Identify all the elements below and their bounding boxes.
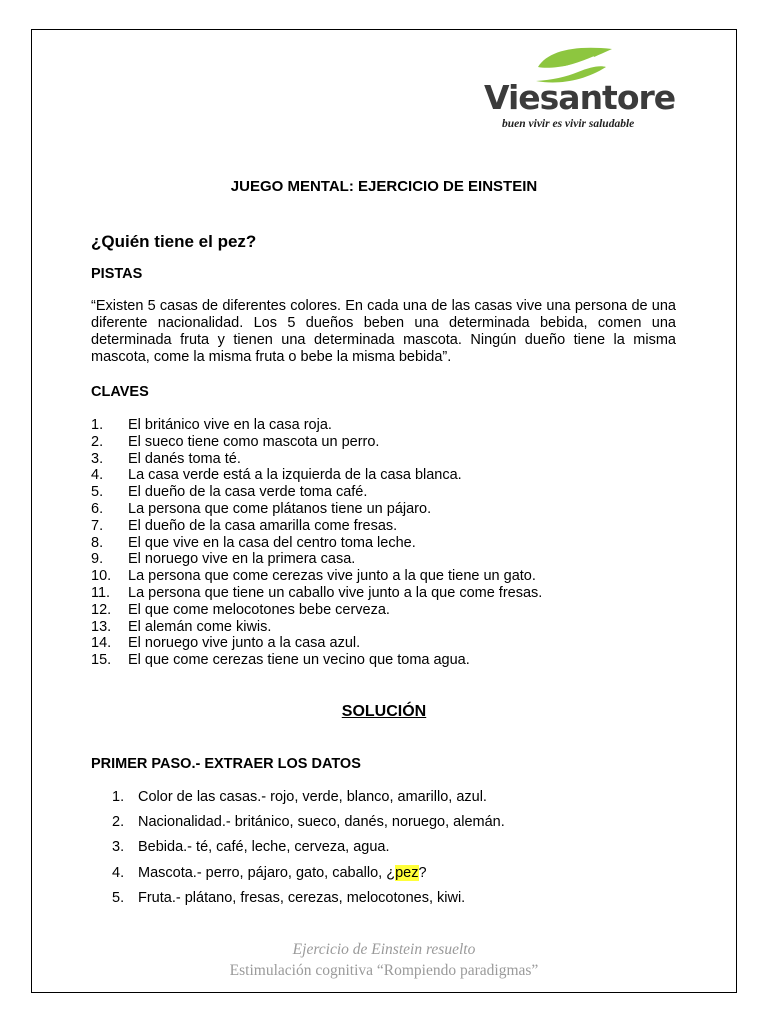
solution-heading: SOLUCIÓN — [341, 703, 427, 720]
clue-number: 4. — [91, 467, 104, 484]
clue-number: 5. — [91, 484, 104, 501]
footer-line-1: Ejercicio de Einstein resuelto — [292, 941, 476, 958]
intro-paragraph: “Existen 5 casas de diferentes colores. En cada una de las casas vive una persona de una diferente nacionalidad. Los 5 dueños beben una determinada bebida, comen una determinada fruta y tienen una determinada mascota. Ningún dueño tiene la misma mascota, come la misma fruta o bebe la misma bebida”. — [91, 298, 676, 365]
clue-item — [91, 635, 542, 652]
clue-number: 14. — [91, 635, 112, 652]
data-item — [112, 890, 505, 915]
question-heading: ¿Quién tiene el pez? — [91, 232, 257, 251]
clue-number: 15. — [91, 652, 112, 669]
footer-line-2: Estimulación cognitiva “Rompiendo paradigmas” — [229, 962, 539, 979]
clue-item — [91, 619, 542, 636]
data-item — [112, 789, 505, 814]
viesantore-logo — [484, 45, 674, 135]
clue-number: 12. — [91, 601, 112, 618]
clue-item — [91, 434, 542, 451]
data-item — [112, 814, 505, 839]
clue-item — [91, 568, 542, 585]
clue-number: 3. — [91, 450, 104, 467]
clue-item — [91, 652, 542, 669]
clue-item — [91, 585, 542, 602]
data-list — [112, 789, 505, 915]
clue-number: 7. — [91, 517, 104, 534]
data-text: Nacionalidad.- británico, sueco, danés, noruego, alemán. — [138, 814, 505, 831]
clue-text: La persona que tiene un caballo vive junto a la que come fresas. — [128, 584, 543, 601]
clue-text: El británico vive en la casa roja. — [128, 417, 332, 433]
logo-name: Viesantore — [484, 78, 676, 117]
clue-item — [91, 535, 542, 552]
data-text-end: ? — [418, 864, 427, 881]
clue-number: 2. — [91, 433, 104, 450]
clue-item — [91, 451, 542, 468]
clue-text: El noruego vive junto a la casa azul. — [128, 635, 361, 652]
document-title: JUEGO MENTAL: EJERCICIO DE EINSTEIN — [230, 178, 538, 195]
clue-text: El que come melocotones bebe cerveza. — [128, 601, 390, 618]
clue-number: 11. — [91, 584, 111, 601]
clue-number: 1. — [91, 417, 104, 433]
clue-text: El danés toma té. — [128, 450, 241, 467]
clue-number: 8. — [91, 534, 104, 551]
data-text: Color de las casas.- rojo, verde, blanco, amarillo, azul. — [138, 789, 487, 805]
data-number: 4. — [112, 864, 125, 881]
step1-heading: PRIMER PASO.- EXTRAER LOS DATOS — [91, 756, 361, 772]
data-number: 5. — [112, 889, 125, 906]
clue-item — [91, 602, 542, 619]
data-text: Bebida.- té, café, leche, cerveza, agua. — [138, 839, 390, 856]
clue-text: El que vive en la casa del centro toma leche. — [128, 534, 416, 551]
clue-text: El dueño de la casa amarilla come fresas. — [128, 517, 398, 534]
logo-tagline: buen vivir es vivir saludable — [502, 118, 635, 130]
clue-number: 9. — [91, 551, 104, 568]
data-number: 2. — [112, 814, 125, 831]
data-text: Fruta.- plátano, fresas, cerezas, melocotones, kiwi. — [138, 889, 466, 906]
clue-text: El dueño de la casa verde toma café. — [128, 484, 368, 501]
clues-list — [91, 417, 542, 669]
clue-text: El noruego vive en la primera casa. — [128, 551, 356, 568]
data-number: 1. — [112, 789, 125, 805]
clue-item — [91, 417, 542, 434]
highlighted-word: pez — [395, 864, 419, 881]
clue-item — [91, 484, 542, 501]
data-text: Mascota.- perro, pájaro, gato, caballo, ¿ — [138, 864, 396, 881]
clue-number: 13. — [91, 618, 112, 635]
clue-number: 6. — [91, 500, 104, 517]
data-number: 3. — [112, 839, 125, 856]
clue-text: La persona que come cerezas vive junto a la que tiene un gato. — [128, 568, 536, 585]
clue-text: La persona que come plátanos tiene un pájaro. — [128, 500, 432, 517]
clue-item — [91, 501, 542, 518]
data-item — [112, 839, 505, 864]
clue-text: El sueco tiene como mascota un perro. — [128, 433, 380, 450]
clue-item — [91, 467, 542, 484]
clue-text: La casa verde está a la izquierda de la casa blanca. — [128, 467, 462, 484]
clue-item — [91, 518, 542, 535]
data-item — [112, 865, 505, 890]
clue-text: El que come cerezas tiene un vecino que toma agua. — [128, 652, 470, 669]
clue-number: 10. — [91, 568, 112, 585]
clue-text: El alemán come kiwis. — [128, 618, 272, 635]
clue-item — [91, 551, 542, 568]
clues-heading: CLAVES — [91, 384, 149, 400]
hints-heading: PISTAS — [91, 266, 143, 282]
